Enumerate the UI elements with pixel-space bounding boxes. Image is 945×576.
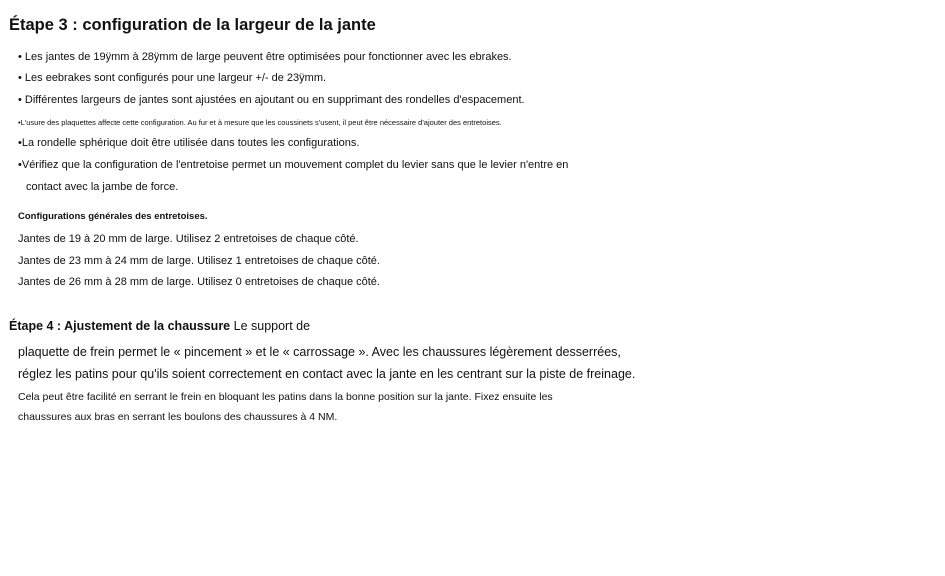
step4-heading: [9, 319, 310, 333]
configs-heading: Configurations générales des entretoises.: [18, 211, 208, 222]
config-23-24: Jantes de 23 mm à 24 mm de large. Utilisez 1 entretoises de chaque côté.: [18, 255, 380, 267]
lever-check-line2: contact avec la jambe de force.: [26, 181, 179, 193]
step4-line3: Cela peut être facilité en serrant le frein en bloquant les patins dans la bonne position sur la jante. Fixez ensuite les: [18, 391, 553, 403]
spherical-washer-note: •La rondelle sphérique doit être utilisée dans toutes les configurations.: [18, 137, 360, 149]
step4-title: Étape 4 : Ajustement de la chaussure: [9, 319, 231, 333]
config-26-28: Jantes de 26 mm à 28 mm de large. Utilisez 0 entretoises de chaque côté.: [18, 276, 380, 288]
step3-title: Étape 3 : configuration de la largeur de la jante: [9, 16, 376, 34]
step4-line4: chaussures aux bras en serrant les boulons des chaussures à 4 NM.: [18, 411, 338, 423]
bullet-rim-range: • Les jantes de 19ÿmm à 28ÿmm de large peuvent être optimisées pour fonctionner avec les ebrakes.: [18, 51, 512, 63]
bullet-spacer-washers: • Différentes largeurs de jantes sont ajustées en ajoutant ou en supprimant des rondelles d'espacement.: [18, 94, 525, 106]
lever-check-line1: •Vérifiez que la configuration de l'entretoise permet un mouvement complet du levier sans que le levier n'entre en: [18, 159, 569, 171]
pad-wear-note: •L'usure des plaquettes affecte cette configuration. Au fur et à mesure que les coussinets s'usent, il peut être nécessaire d'ajouter des entretoises.: [18, 118, 502, 127]
step4-title-tail: Le support de: [230, 319, 311, 333]
step4-line2: réglez les patins pour qu'ils soient correctement en contact avec la jante en les centrant sur la piste de freinage.: [18, 367, 636, 381]
config-19-20: Jantes de 19 à 20 mm de large. Utilisez 2 entretoises de chaque côté.: [18, 233, 359, 245]
bullet-default-width: • Les eebrakes sont configurés pour une largeur +/- de 23ÿmm.: [18, 72, 327, 84]
step4-line1: plaquette de frein permet le « pincement » et le « carrossage ». Avec les chaussures légèrement desserrées,: [18, 345, 621, 359]
